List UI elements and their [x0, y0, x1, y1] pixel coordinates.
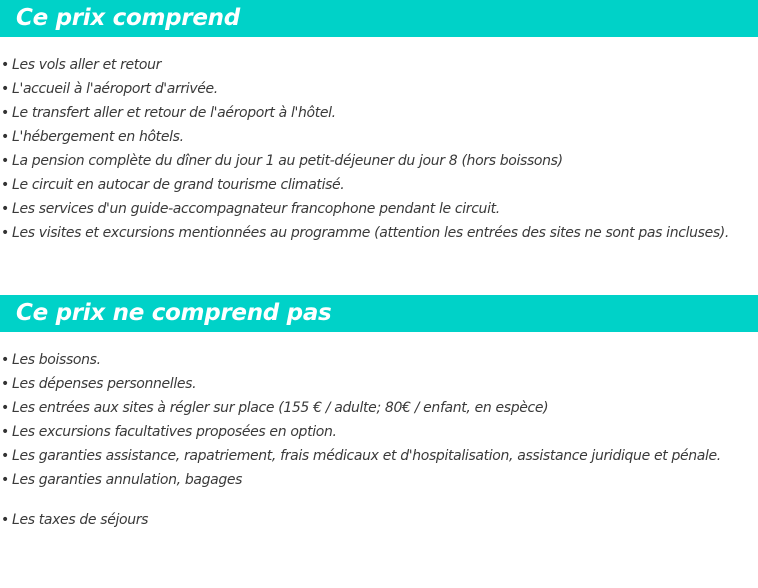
bullet-icon: • [1, 352, 9, 368]
list-item: • Les services d'un guide-accompagnateur francophone pendant le circuit. [0, 197, 729, 221]
bullet-icon: • [1, 512, 9, 528]
list-item: • Les vols aller et retour [0, 53, 729, 77]
included-list [0, 53, 729, 245]
list-item: • Les garanties annulation, bagages [0, 468, 721, 492]
bullet-icon: • [1, 448, 9, 464]
bullet-icon: • [1, 81, 9, 97]
bullet-icon: • [1, 472, 9, 488]
included-header [0, 0, 758, 37]
bullet-icon: • [1, 177, 9, 193]
bullet-icon: • [1, 201, 9, 217]
excluded-header [0, 295, 758, 332]
bullet-icon: • [1, 57, 9, 73]
list-item: • L'accueil à l'aéroport d'arrivée. [0, 77, 729, 101]
excluded-title: Ce prix ne comprend pas [16, 300, 332, 326]
excluded-extra-list [0, 508, 148, 532]
list-item: • La pension complète du dîner du jour 1 au petit-déjeuner du jour 8 (hors boissons) [0, 149, 729, 173]
list-item: • L'hébergement en hôtels. [0, 125, 729, 149]
list-item: • Le circuit en autocar de grand tourisme climatisé. [0, 173, 729, 197]
bullet-icon: • [1, 105, 9, 121]
list-item: • Les excursions facultatives proposées en option. [0, 420, 721, 444]
list-item: • Les visites et excursions mentionnées au programme (attention les entrées des sites ne sont pas incluses). [0, 221, 729, 245]
bullet-icon: • [1, 424, 9, 440]
bullet-icon: • [1, 129, 9, 145]
list-item: • Les taxes de séjours [0, 508, 148, 532]
bullet-icon: • [1, 153, 9, 169]
list-item: • Les garanties assistance, rapatriement, frais médicaux et d'hospitalisation, assistance juridique et pénale. [0, 444, 721, 468]
list-item: • Le transfert aller et retour de l'aéroport à l'hôtel. [0, 101, 729, 125]
included-title: Ce prix comprend [16, 5, 240, 31]
bullet-icon: • [1, 225, 9, 241]
excluded-list [0, 348, 721, 492]
list-item: • Les entrées aux sites à régler sur place (155 € / adulte; 80€ / enfant, en espèce) [0, 396, 721, 420]
bullet-icon: • [1, 376, 9, 392]
bullet-icon: • [1, 400, 9, 416]
list-item: • Les boissons. [0, 348, 721, 372]
list-item: • Les dépenses personnelles. [0, 372, 721, 396]
